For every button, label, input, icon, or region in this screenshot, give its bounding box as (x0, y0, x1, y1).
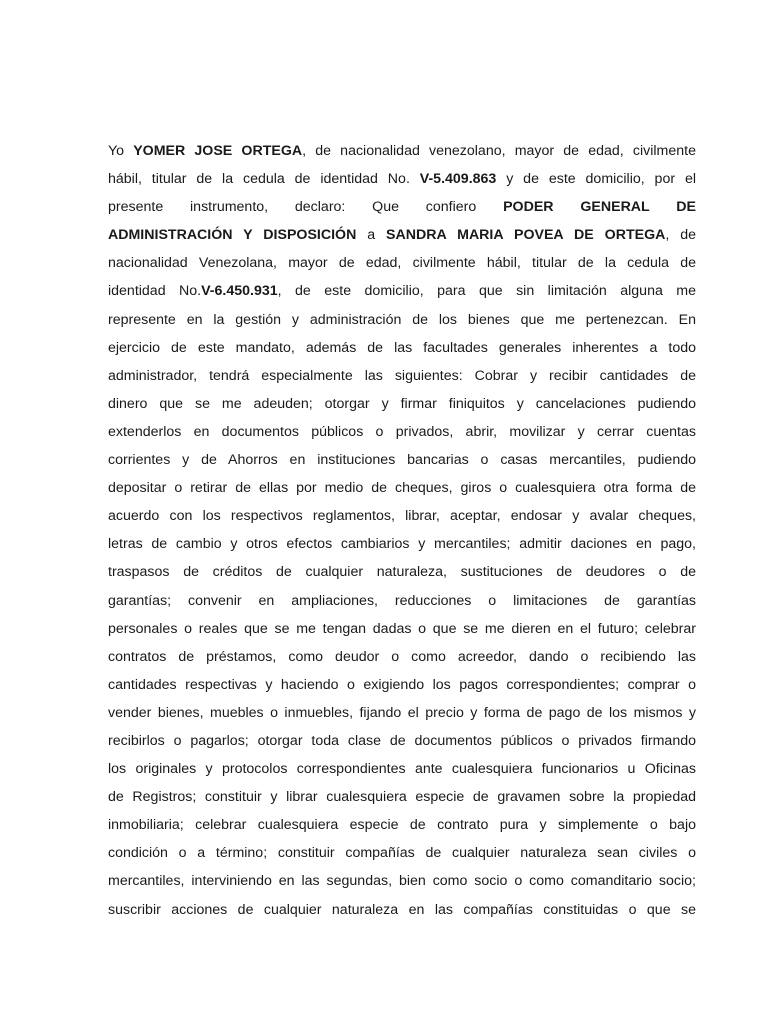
document-line (108, 390, 696, 418)
document-line (108, 587, 696, 615)
document-line (108, 530, 696, 558)
document-line (108, 193, 696, 221)
text-run: suscribir acciones de cualquier naturaleza en las compañías constituidas o que se (108, 901, 696, 918)
document-line (108, 306, 696, 334)
document-line (108, 699, 696, 727)
text-run: los originales y protocolos correspondientes ante cualesquiera funcionarios u Oficinas (108, 761, 696, 778)
document-line (108, 137, 696, 165)
power-of-attorney-text (108, 137, 696, 924)
text-run: de Registros; constituir y librar cualesquiera especie de gravamen sobre la propiedad (108, 789, 696, 806)
text-run: hábil, titular de la cedula de identidad No. (108, 171, 420, 188)
text-run: , de (665, 227, 697, 244)
document-line (108, 446, 696, 474)
text-run: presente instrumento, declaro: Que confiero (108, 199, 504, 216)
text-run: administrador, tendrá especialmente las siguientes: Cobrar y recibir cantidades de (108, 367, 696, 384)
bold-text-run: V-5.409.863 (419, 171, 497, 188)
document-line (108, 671, 696, 699)
text-run: traspasos de créditos de cualquier naturaleza, sustituciones de deudores o de (108, 564, 696, 581)
document-line (108, 334, 696, 362)
text-run: cantidades respectivas y haciendo o exigiendo los pagos correspondientes; comprar o (108, 676, 696, 693)
document-line (108, 165, 696, 193)
text-run: Yo (108, 143, 134, 159)
text-run: extenderlos en documentos públicos o privados, abrir, movilizar y cerrar cuentas (108, 423, 696, 440)
text-run: corrientes y de Ahorros en instituciones bancarias o casas mercantiles, pudiendo (108, 452, 696, 469)
document-line (108, 418, 696, 446)
text-run: contratos de préstamos, como deudor o como acreedor, dando o recibiendo las (108, 648, 696, 665)
text-run: condición o a término; constituir compañías de cualquier naturaleza sean civiles o (108, 845, 696, 862)
text-run: vender bienes, muebles o inmuebles, fijando el precio y forma de pago de los mismos y (108, 704, 696, 721)
bold-text-run: V-6.450.931 (201, 283, 278, 300)
document-line (108, 839, 696, 867)
document-line (108, 896, 696, 924)
text-run: letras de cambio y otros efectos cambiarios y mercantiles; admitir daciones en pago, (108, 536, 696, 553)
document-line (108, 783, 696, 811)
text-run: identidad No. (108, 283, 202, 300)
bold-text-run: SANDRA MARIA POVEA DE ORTEGA (386, 227, 666, 244)
text-run: ejercicio de este mandato, además de las facultades generales inherentes a todo (108, 339, 696, 356)
text-run: mercantiles, interviniendo en las segundas, bien como socio o como comanditario socio; (108, 873, 696, 890)
text-run: personales o reales que se me tengan dadas o que se me dieren en el futuro; celebrar (108, 620, 696, 637)
bold-text-run: ADMINISTRACIÓN Y DISPOSICIÓN (108, 227, 357, 244)
document-line (108, 727, 696, 755)
document-line (108, 558, 696, 586)
document-line (108, 867, 696, 895)
text-run: recibirlos o pagarlos; otorgar toda clase de documentos públicos o privados firmando (108, 732, 696, 749)
document-line (108, 643, 696, 671)
text-run: nacionalidad Venezolana, mayor de edad, civilmente hábil, titular de la cedula de (108, 255, 696, 272)
text-run: inmobiliaria; celebrar cualesquiera especie de contrato pura y simplemente o bajo (108, 817, 696, 834)
document-line (108, 249, 696, 277)
document-line (108, 277, 696, 305)
document-line (108, 474, 696, 502)
text-run: dinero que se me adeuden; otorgar y firmar finiquitos y cancelaciones pudiendo (108, 395, 696, 412)
bold-text-run: PODER GENERAL DE (503, 199, 696, 216)
document-line (108, 221, 696, 249)
document-line (108, 755, 696, 783)
document-line (108, 362, 696, 390)
text-run: , de este domicilio, para que sin limitación alguna me (277, 283, 697, 300)
text-run: y de este domicilio, por el (496, 171, 696, 188)
text-run: acuerdo con los respectivos reglamentos, librar, aceptar, endosar y avalar cheques, (108, 508, 696, 525)
text-run: depositar o retirar de ellas por medio de cheques, giros o cualesquiera otra forma de (108, 480, 696, 497)
text-run: a (356, 227, 387, 244)
text-run: , de nacionalidad venezolano, mayor de edad, civilmente (302, 143, 696, 159)
bold-text-run: YOMER JOSE ORTEGA (133, 143, 303, 159)
document-line (108, 502, 696, 530)
text-run: represente en la gestión y administración de los bienes que me pertenezcan. En (108, 311, 696, 328)
text-run: garantías; convenir en ampliaciones, reducciones o limitaciones de garantías (108, 592, 696, 609)
document-line (108, 811, 696, 839)
document-line (108, 615, 696, 643)
